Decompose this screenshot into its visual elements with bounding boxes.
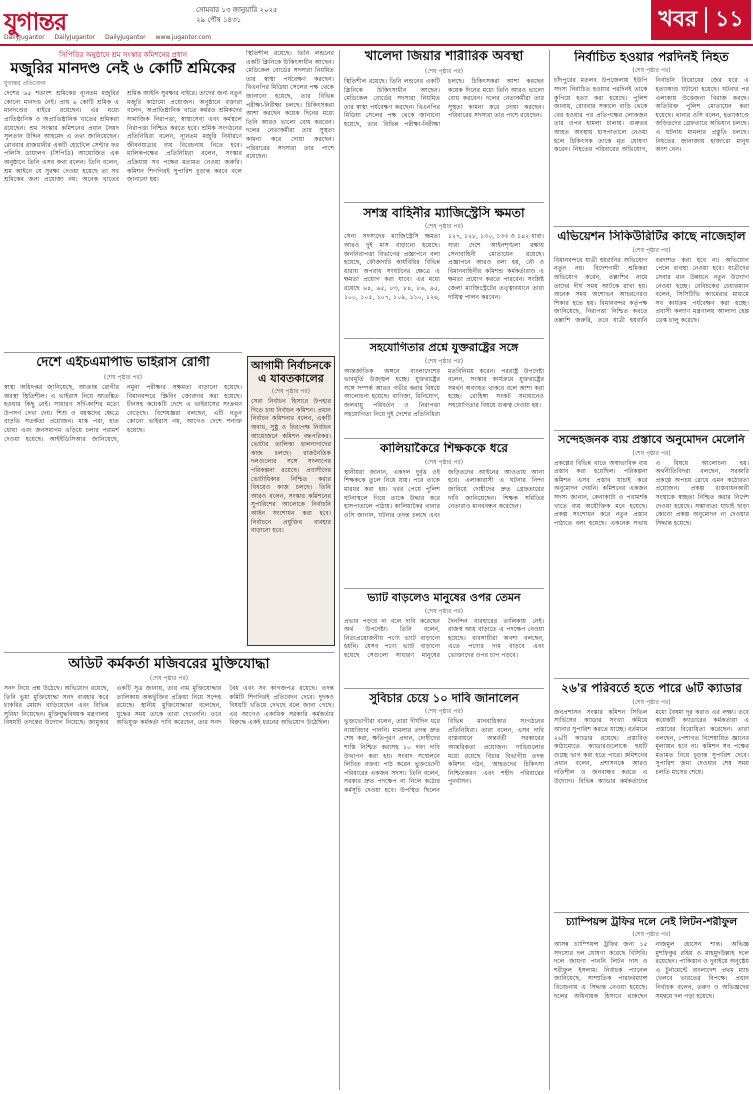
article-title[interactable]: সুবিচার চেয়ে ১০ দাবি জানালেন xyxy=(369,692,519,705)
article-khaleda xyxy=(344,50,544,198)
article-kicker: (শেষ পৃষ্ঠার পর) xyxy=(632,246,671,254)
article-kicker: (শেষ পৃষ্ঠার পর) xyxy=(271,388,311,396)
column-rule xyxy=(549,50,550,1090)
article-title[interactable]: সশস্ত্র বাহিনীর ম্যাজিস্ট্রেসি ক্ষমতা xyxy=(363,206,525,220)
article-kicker: (শেষ পৃষ্ঠার পর) xyxy=(424,357,464,365)
article-body: স্থানীয়রা জানান, একদল দুর্বৃত্ত ওই শিক্ষককে তুলে নিয়ে যায়। পরে তাকে মারধর করা হয়। খবর পেয়ে পুলিশ ঘটনাস্থলে গিয়ে তাকে উদ্ধার করে হাসপাতালে পাঠায়। কালিয়াকৈর থানার ওসি জানান, ঘটনার তদন্ত চলছে এবং জড়িতদের আইনের আওতায় আনা হবে। এলাকাবাসী এ ঘটনার নিন্দা জানিয়ে দোষীদের দ্রুত গ্রেফতারের দাবি জানিয়েছেন। শিক্ষক সমিতির নেতারাও মানববন্ধন করেছেন। xyxy=(344,468,544,519)
social-links xyxy=(4,34,334,43)
masthead-rule xyxy=(0,44,753,46)
article-body: আন্তর্জাতিক অঙ্গনে বাংলাদেশের ভাবমূর্তি উজ্জ্বল হচ্ছে। যুক্তরাষ্ট্রের সঙ্গে সম্পর্ক আরও গভীর করার বিষয়ে আলোচনা হয়েছে। বাণিজ্য, বিনিয়োগ, জলবায়ু পরিবর্তন ও নিরাপত্তা সহযোগিতা নিয়ে দুই দেশের প্রতিনিধিরা মতবিনিময় করেন। পররাষ্ট্র উপদেষ্টা বলেন, সংস্কার কার্যক্রমে যুক্তরাষ্ট্রের সমর্থন অব্যাহত থাকবে বলে আশা করা হচ্ছে। রোহিঙ্গা সংকট সমাধানেও সহযোগিতার বিষয়ে গুরুত্ব দেওয়া হয়। xyxy=(344,367,544,418)
article-title[interactable]: দেশে এইচএমপিভি ভাইরাস রোগী xyxy=(36,356,210,370)
article-title[interactable]: অডিট কর্মকর্তা মজিবরের মুক্তিযোদ্ধা xyxy=(68,656,270,672)
article-body: সেনা সদস্যদের ম্যাজিস্ট্রেসি ক্ষমতা আরও দুই মাস বাড়ানো হয়েছে। জননিরাপত্তা বিভাগের প্রজ্ঞাপনে বলা হয়েছে, ফৌজদারি কার্যবিধির বিভিন্ন ধারায় অপরাধ সংঘটনের ক্ষেত্রে এ ক্ষমতা প্রয়োগ করা যাবে। এর মধ্যে রয়েছে ৬৪, ৬৫, ৮৩, ৮৪, ৮৬, ৯৫, ১০০, ১০৫, ১০৭, ১০৯, ১১০, ১২৬, ১২৭, ১২৮, ১৩০, ১৩৩ ও ১৪২ ধারা। সারা দেশে আইনশৃঙ্খলা রক্ষায় সেনাবাহিনী মোতায়েন রয়েছে। প্রজ্ঞাপনে আরও বলা হয়, নৌ ও বিমানবাহিনীর কমিশন্ড কর্মকর্তারাও এ ক্ষমতা প্রয়োগ করতে পারবেন। সংশ্লিষ্ট জেলা ম্যাজিস্ট্রেটের তত্ত্বাবধানে তারা দায়িত্ব পালন করবেন। xyxy=(344,233,544,301)
section-name: খবর xyxy=(658,6,698,32)
article-aviation xyxy=(554,230,749,426)
page-number: ১১ xyxy=(715,6,744,32)
article-khaleda-cont xyxy=(246,50,334,346)
article-title[interactable]: এভিয়েশন সিকিউরিটির কাছে নাজেহাল xyxy=(557,230,746,243)
section-divider xyxy=(705,7,707,33)
article-body: বিমানবন্দরে যাত্রী হয়রানির অভিযোগ নতুন নয়। বিদেশগামী শ্রমিকরা অভিযোগ করেন, তল্লাশির নামে তাদের দীর্ঘ সময় আটকে রাখা হয়। অনেক সময় অশোভন আচরণেরও শিকার হতে হয়। বিমানবন্দর কর্তৃপক্ষ জানিয়েছে, নিরাপত্তা নিশ্চিত করতে তল্লাশি জরুরি, তবে যাত্রী হয়রানি বরদাশত করা হবে না। অভিযোগ পেলে ব্যবস্থা নেওয়া হবে। যাত্রীদের সেবার মান উন্নয়নে নতুন উদ্যোগ নেওয়া হচ্ছে। বেবিচকের চেয়ারম্যান বলেন, সিসিটিভি ক্যামেরার মাধ্যমে সব কার্যক্রম পর্যবেক্ষণ করা হচ্ছে। প্রবাসী কল্যাণ মন্ত্রণালয় আলাদা হেল্প ডেস্ক চালু করেছে। xyxy=(554,256,749,324)
article-title[interactable]: কালিয়াকৈরে শিক্ষককে ধরে xyxy=(379,442,509,455)
youtube-link[interactable]: DailyJugantor xyxy=(105,34,146,41)
divider xyxy=(554,912,749,913)
article-body: প্রকল্পের বিভিন্ন খাতে অস্বাভাবিক ব্যয় প্রস্তাব করা হয়েছিল। পরিকল্পনা কমিশন এসব প্রস্তাব যাচাই করে অনুমোদন দেয়নি। কমিশনের একজন সদস্য জানান, কেনাকাটা ও পরামর্শক খাতে ব্যয় অযৌক্তিক মনে হয়েছে। প্রকল্প সংশোধন করে নতুন প্রস্তাব পাঠাতে বলা হয়েছে। একনেক সভায় এ বিষয়ে আলোচনা হয়। অর্থনীতিবিদরা বলছেন, সরকারি প্রকল্পে অপচয় রোধে এমন কঠোরতা প্রয়োজন। প্রকল্প বাস্তবায়নকারী সংস্থাকে স্বচ্ছতা নিশ্চিত করার নির্দেশ দেওয়া হয়েছে। সম্ভাব্যতা যাচাই ছাড়া কোনো প্রকল্প অনুমোদন না দেওয়ার সিদ্ধান্ত হয়েছে। xyxy=(554,459,749,527)
article-body: স্থিতিশীল রয়েছে। তিনি লন্ডনের একটি ক্লিনিকে চিকিৎসাধীন আছেন। মেডিকেল বোর্ডের সদস্যরা নিয়মিত তার স্বাস্থ্য পর্যবেক্ষণ করছেন। বিএনপির মিডিয়া সেলের পক্ষ থেকে জানানো হয়েছে, তার বিভিন্ন পরীক্ষা-নিরীক্ষা চলছে। চিকিৎসকরা আশা করছেন কয়েক দিনের মধ্যে তিনি আরও ভালো বোধ করবেন। দলের নেতাকর্মীরা তার সুস্থতা কামনা করে দোয়া করছেন। পরিবারের সদস্যরা তার পাশে রয়েছেন। xyxy=(246,50,334,161)
article-election xyxy=(247,356,335,646)
article-kicker: সিপিডির অনুষ্ঠানে শ্রম সংস্কার কমিশনের প্রধান xyxy=(59,51,187,59)
article-suvichar xyxy=(344,692,544,1090)
article-trophy xyxy=(554,916,749,1090)
date-line-1: সোমবার ১৩ জানুয়ারি ২০২৫ xyxy=(196,6,278,14)
masthead-date xyxy=(196,5,356,25)
article-title[interactable]: নির্বাচিত হওয়ার পরদিনই নিহত xyxy=(574,50,729,64)
article-title[interactable]: মজুরির মানদণ্ড নেই ৬ কোটি শ্রমিকের xyxy=(10,59,236,77)
article-title[interactable]: ভ্যাট বাড়লেও মানুষের ওপর তেমন xyxy=(367,592,521,604)
article-elected xyxy=(554,50,749,222)
article-kicker: (শেষ পৃষ্ঠার পর) xyxy=(103,373,143,381)
date-line-2: ২৯ পৌষ ১৪৩১ xyxy=(196,16,242,24)
facebook-link[interactable]: DailyJugantor xyxy=(4,34,45,41)
newspaper-logo: যুগান্তর xyxy=(4,7,67,36)
article-hmpv xyxy=(4,356,242,646)
masthead xyxy=(0,0,753,44)
article-body: সনদ নিয়ে প্রশ্ন উঠেছে। অভিযোগ রয়েছে, তিনি ভুয়া মুক্তিযোদ্ধা সনদ ব্যবহার করে চাকরির মেয়াদ বাড়িয়েছেন এবং বিভিন্ন সুবিধা নিয়েছেন। মুক্তিযুদ্ধবিষয়ক মন্ত্রণালয় বিষয়টি তদন্তের উদ্যোগ নিয়েছে। জামুকার একটি সূত্র জানায়, তার নাম মুক্তিযোদ্ধার তালিকায় অন্তর্ভুক্তির প্রক্রিয়া নিয়ে সন্দেহ রয়েছে। স্থানীয় মুক্তিযোদ্ধারা বলেছেন, যুদ্ধের সময় তাকে তারা দেখেননি। তবে অভিযুক্ত কর্মকর্তা দাবি করেছেন, তার সনদ বৈধ এবং সব কাগজপত্র রয়েছে। তদন্ত কমিটি শিগগিরই প্রতিবেদন দেবে। দুদকও বিষয়টি খতিয়ে দেখছে বলে জানা গেছে। এর আগেও একাধিক সরকারি কর্মকর্তার বিরুদ্ধে একই ধরনের অভিযোগ উঠেছিল। xyxy=(4,685,334,727)
article-body: স্থিতিশীল রয়েছে। তিনি লন্ডনের একটি ক্লিনিকে চিকিৎসাধীন আছেন। মেডিকেল বোর্ডের সদস্যরা নিয়মিত তার স্বাস্থ্য পর্যবেক্ষণ করছেন। বিএনপির মিডিয়া সেলের পক্ষ থেকে জানানো হয়েছে, তার বিভিন্ন পরীক্ষা-নিরীক্ষা চলছে। চিকিৎসকরা আশা করছেন কয়েক দিনের মধ্যে তিনি আরও ভালো বোধ করবেন। দলের নেতাকর্মীরা তার সুস্থতা কামনা করে দোয়া করছেন। পরিবারের সদস্যরা তার পাশে রয়েছেন। xyxy=(344,77,544,128)
article-title[interactable]: সন্দেহজনক ব্যয় প্রস্তাবে অনুমোদন মেলেনি xyxy=(558,434,745,446)
article-kicker: (শেষ পৃষ্ঠার পর) xyxy=(149,675,189,683)
article-body: আসন্ন চ্যাম্পিয়ন্স ট্রফির জন্য ১৫ সদস্যের দল ঘোষণা করেছে বিসিবি। দলে জায়গা পাননি লিটন দাস ও শরীফুল ইসলাম। নির্বাচক প্যানেল জানিয়েছে, সাম্প্রতিক পারফরম্যান্স বিবেচনায় এ সিদ্ধান্ত নেওয়া হয়েছে। দলের অধিনায়ক হিসাবে থাকছেন নাজমুল হোসেন শান্ত। অভিজ্ঞ মুশফিকুর রহিম ও মাহমুদউল্লাহ দলে রয়েছেন। পাকিস্তান ও দুবাইয়ে অনুষ্ঠেয় এ টুর্নামেন্টে বাংলাদেশ প্রথম ম্যাচ খেলবে ভারতের বিপক্ষে। প্রধান নির্বাচক বলেন, তরুণ ও অভিজ্ঞদের সমন্বয়ে দল গড়া হয়েছে। xyxy=(554,941,749,1000)
article-title[interactable]: ২৬'র পরিবর্তে হতে পারে ৬টি ক্যাডার xyxy=(561,682,742,695)
twitter-link[interactable]: DailyJugantor xyxy=(54,34,96,41)
article-body: জনপ্রশাসন সংস্কার কমিশন সিভিল সার্ভিসের ক্যাডার সংখ্যা কমিয়ে আনার সুপারিশ করতে যাচ্ছে। বর্তমানে ২৬টি ক্যাডার রয়েছে। প্রস্তাবিত কাঠামোতে ক্যাডারগুলোকে ছয়টি গুচ্ছে ভাগ করা হতে পারে। কমিশনের প্রধান বলেন, প্রশাসনকে আরও গতিশীল ও জনবান্ধব করতে এ উদ্যোগ। বিভিন্ন ক্যাডার কর্মকর্তাদের মধ্যে বৈষম্য দূর করাও এর লক্ষ্য। তবে কয়েকটি ক্যাডারের কর্মকর্তারা এ প্রস্তাবের বিরোধিতা করেছেন। তারা বলছেন, পেশাগত বিশেষায়িত জ্ঞানের মূল্যায়ন হবে না। কমিশন সব পক্ষের মতামত নিয়ে চূড়ান্ত সুপারিশ দেবে। সুপারিশ জমা দেওয়ার শেষ সময় চলতি মাসের শেষে। xyxy=(554,708,749,785)
article-kicker: (শেষ পৃষ্ঠার পর) xyxy=(632,449,671,457)
divider xyxy=(344,588,544,589)
article-kicker: (শেষ পৃষ্ঠার পর) xyxy=(632,931,671,939)
article-expense xyxy=(554,434,749,674)
article-cadre xyxy=(554,682,749,908)
article-kicker: (শেষ পৃষ্ঠার পর) xyxy=(424,607,464,615)
divider xyxy=(554,226,749,227)
article-title[interactable]: খালেদা জিয়ার শারীরিক অবস্থা xyxy=(364,50,524,64)
article-kicker: (শেষ পৃষ্ঠার পর) xyxy=(424,223,464,231)
article-body: প্রভাব পড়বে না বলে দাবি করেছেন অর্থ উপদেষ্টা। তিনি বলেন, নিত্যপ্রয়োজনীয় পণ্যে ভ্যাট বাড়ানো হয়নি। যেসব পণ্যে ভ্যাট বাড়ানো হয়েছে সেগুলো সাধারণ মানুষের দৈনন্দিন ব্যবহারের তালিকায় নেই। রাজস্ব আয় বাড়াতে এ পদক্ষেপ নেওয়া হয়েছে। ব্যবসায়ীরা অবশ্য বলছেন, এতে পণ্যের দাম বাড়বে এবং ভোক্তাদের ওপর চাপ পড়বে। xyxy=(344,617,544,660)
article-wage xyxy=(4,50,242,346)
article-body: স্বাস্থ্য অধিদপ্তর জানিয়েছে, আক্রান্ত রোগীর অবস্থা স্থিতিশীল। এ ভাইরাস নিয়ে আতঙ্কিত হওয়ার কিছু নেই। সাধারণ সর্দি-কাশির মতো উপসর্গ দেখা দেয়। শিশু ও বয়স্কদের ক্ষেত্রে বাড়তি সতর্কতা প্রয়োজন। মাস্ক পরা, হাত ধোয়া এবং জনসমাগম এড়িয়ে চলার পরামর্শ দেওয়া হয়েছে। আইইডিসিআর জানিয়েছে, নমুনা পরীক্ষার সক্ষমতা বাড়ানো হয়েছে। বিমানবন্দরে স্ক্রিনিং জোরদার করা হয়েছে। চীনসহ কয়েকটি দেশে এ ভাইরাসের সংক্রমণ বেড়েছে। বিশেষজ্ঞরা বলছেন, এটি নতুন কোনো ভাইরাস নয়, আগেও দেশে শনাক্ত হয়েছে। xyxy=(4,383,242,443)
article-kaliakoir xyxy=(344,442,544,584)
article-kicker: (শেষ পৃষ্ঠার পর) xyxy=(424,458,464,466)
divider xyxy=(4,652,334,653)
article-body: চাঁদপুরের মতলব উপজেলায় ইউপি সদস্য নির্বাচিত হওয়ার পরদিনই তাকে কুপিয়ে হত্যা করা হয়েছে। পুলিশ জানায়, রোববার সকালে বাড়ি থেকে বের হওয়ার পর প্রতিপক্ষের লোকজন তার ওপর হামলা চালায়। গুরুতর আহত অবস্থায় হাসপাতালে নেওয়া হলে চিকিৎসক তাকে মৃত ঘোষণা করেন। নিহতের পরিবারের অভিযোগ, নির্বাচনি বিরোধের জের ধরে এ হত্যাকাণ্ড ঘটানো হয়েছে। ঘটনার পর এলাকায় উত্তেজনা বিরাজ করছে। অতিরিক্ত পুলিশ মোতায়েন করা হয়েছে। থানার ওসি বলেন, হত্যাকাণ্ডে জড়িতদের গ্রেফতারে অভিযান চলছে। এ ঘটনায় মামলার প্রস্তুতি চলছে। নিহতের জানাজায় হাজারো মানুষ অংশ নেন। xyxy=(554,77,749,154)
website-link[interactable]: www.jugantor.com xyxy=(155,34,212,41)
article-vat xyxy=(344,592,544,684)
divider xyxy=(344,338,544,339)
section-badge xyxy=(651,0,751,40)
column-rule xyxy=(339,50,340,1090)
article-kicker: (শেষ পৃষ্ঠার পর) xyxy=(632,67,671,75)
article-title[interactable]: চ্যাম্পিয়ন্স ট্রফির দলে নেই লিটন-শরীফুল xyxy=(565,916,738,928)
divider xyxy=(344,202,544,203)
article-byline: যুগান্তর প্রতিবেদন xyxy=(4,80,46,88)
article-title[interactable]: আগামী নির্বাচনকে এ যাবতকালের xyxy=(251,359,331,385)
article-kicker: (শেষ পৃষ্ঠার পর) xyxy=(424,708,464,716)
divider xyxy=(4,352,242,353)
divider xyxy=(344,688,544,689)
article-body: দেশের ৬৫ শতাংশ শ্রমিকের ন্যূনতম মজুরির কোনো মানদণ্ড নেই। প্রায় ৬ কোটি শ্রমিক এ মানদণ্ডের বাইরে রয়েছেন। এর মধ্যে প্রাতিষ্ঠানিক ও অপ্রাতিষ্ঠানিক খাতের শ্রমিকরা রয়েছেন। শ্রম সংস্কার কমিশনের প্রধান সৈয়দ সুলতান উদ্দিন আহমেদ এ তথ্য জানিয়েছেন। রোববার রাজধানীর একটি হোটেলে সেন্টার ফর পলিসি ডায়ালগ (সিপিডি) আয়োজিত এক অনুষ্ঠানে তিনি এসব কথা বলেন। তিনি বলেন, শ্রম আইনে যে সুরক্ষা দেওয়া হয়েছে তা সব শ্রমিকের জন্য প্রযোজ্য নয়। অনেক খাতের শ্রমিক আইনি সুরক্ষার বাইরে। তাদের জন্য নতুন মজুরি কাঠামো প্রয়োজন। অনুষ্ঠানে বক্তারা বলেন, অপ্রাতিষ্ঠানিক খাতে কর্মরত শ্রমিকদের সামাজিক নিরাপত্তা, স্বাস্থ্যসেবা এবং কর্মস্থলে নিরাপত্তা নিশ্চিত করতে হবে। শ্রমিক সংগঠনের প্রতিনিধিরা বলেন, ন্যূনতম মজুরি নির্ধারণে জীবনযাত্রার ব্যয় বিবেচনায় নিতে হবে। মালিকপক্ষের প্রতিনিধিরা বলেন, সংস্কার প্রক্রিয়ায় সব পক্ষের মতামত নেওয়া জরুরি। কমিশন শিগগিরই সুপারিশ চূড়ান্ত করবে বলে জানানো হয়। xyxy=(4,90,242,184)
article-title[interactable]: সহযোগিতার প্রশ্নে যুক্তরাষ্ট্রের সঙ্গে xyxy=(369,342,519,354)
article-kicker: (শেষ পৃষ্ঠার পর) xyxy=(424,67,464,75)
article-kicker: (শেষ পৃষ্ঠার পর) xyxy=(632,698,671,706)
article-cooperation xyxy=(344,342,544,434)
divider xyxy=(554,430,749,431)
article-magistracy xyxy=(344,206,544,334)
article-body: ভুক্তভোগীরা বলেন, তারা দীর্ঘদিন ধরে ন্যায়বিচার পাননি। মামলার তদন্ত দ্রুত শেষ করা, ক্ষতিপূরণ প্রদান, দোষীদের শাস্তি নিশ্চিত করাসহ ১০ দফা দাবি উত্থাপন করা হয়। সংবাদ সম্মেলনে লিখিত বক্তব্য পাঠ করেন ভুক্তভোগী পরিবারের একজন সদস্য। তিনি বলেন, সরকার দ্রুত পদক্ষেপ না নিলে কঠোর কর্মসূচি দেওয়া হবে। উপস্থিত ছিলেন বিভিন্ন মানবাধিকার সংগঠনের প্রতিনিধিরা। তারা বলেন, এসব দাবি বাস্তবায়নে অন্তর্বর্তী সরকারের আন্তরিকতা প্রয়োজন। দাবিগুলোর মধ্যে রয়েছে বিচার বিভাগীয় তদন্ত কমিশন গঠন, আহতদের চিকিৎসা নিশ্চিতকরণ এবং শহীদ পরিবারের পুনর্বাসন। xyxy=(344,718,544,794)
divider xyxy=(554,678,749,679)
article-audit xyxy=(4,656,334,1090)
article-body: সেরা নির্বাচন হিসাবে উপহার দিতে চায় নির্বাচন কমিশন। প্রধান নির্বাচন কমিশনার বলেন, একটি অবাধ, সুষ্ঠু ও নিরপেক্ষ নির্বাচন আয়োজনে কমিশন বদ্ধপরিকর। ভোটার তালিকা হালনাগাদের কাজ চলছে। রাজনৈতিক দলগুলোর সঙ্গে সংলাপের পরিকল্পনা রয়েছে। প্রবাসীদের ভোটাধিকার নিশ্চিত করার বিষয়েও কাজ চলছে। তিনি আরও বলেন, সংস্কার কমিশনের সুপারিশের আলোকে নির্বাচনি আইন সংশোধন করা হবে। নির্বাচনে প্রযুক্তির ব্যবহার বাড়ানো হবে। xyxy=(251,398,331,535)
divider xyxy=(344,438,544,439)
